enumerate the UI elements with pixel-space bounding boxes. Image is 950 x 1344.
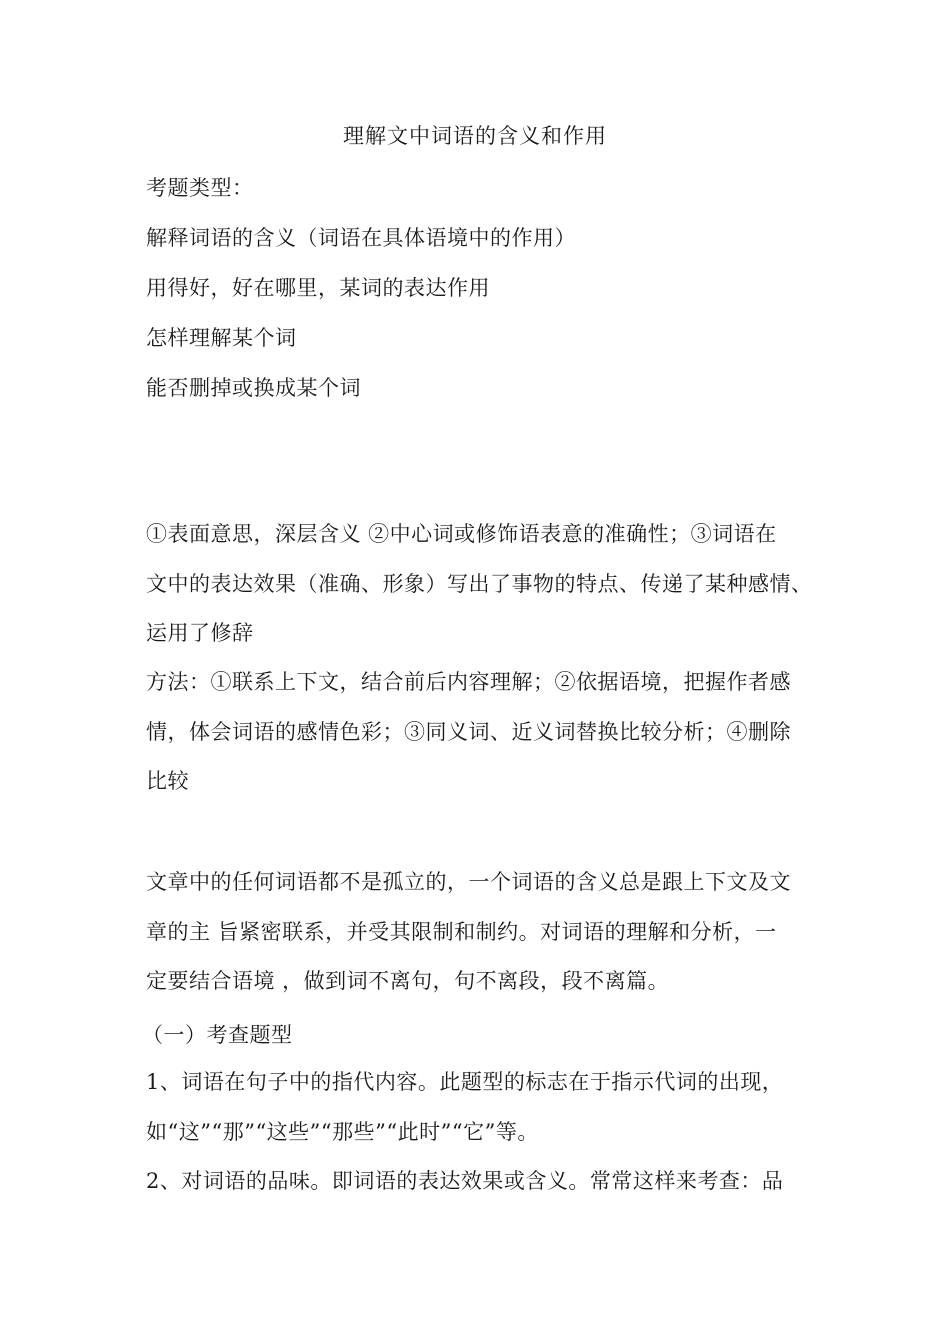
question-type-item: 怎样理解某个词 [146, 326, 297, 350]
paragraph-line: 运用了修辞 [146, 621, 254, 645]
paragraph-line: 1、词语在句子中的指代内容。此题型的标志在于指示代词的出现， [146, 1070, 784, 1094]
paragraph-line: 文中的表达效果（准确、形象）写出了事物的特点、传递了某种感情、 [146, 571, 813, 596]
paragraph-line: 方法：①联系上下文，结合前后内容理解；②依据语境，把握作者感 [146, 670, 791, 694]
document-title: 理解文中词语的含义和作用 [343, 124, 607, 148]
paragraph-line: 章的主 旨紧密联系，并受其限制和制约。对词语的理解和分析，一 [146, 919, 777, 944]
question-types-heading: 考题类型： [146, 176, 254, 200]
paragraph-line: 情，体会词语的感情色彩；③同义词、近义词替换比较分析；④删除 [146, 719, 791, 744]
item-1-paragraph [146, 1058, 808, 1157]
question-type-item: 用得好，好在哪里，某词的表达作用 [146, 276, 490, 300]
intro-paragraph [146, 858, 808, 1007]
question-type-item: 解释词语的含义（词语在具体语境中的作用） [146, 226, 576, 250]
paragraph-line: 定要结合语境 ，做到词不离句，句不离段，段不离篇。 [146, 969, 670, 993]
question-type-item: 能否删掉或换成某个词 [146, 376, 361, 400]
paragraph-line: ①表面意思，深层含义 ②中心词或修饰语表意的准确性；③词语在 [146, 522, 777, 546]
paragraph-line: 文章中的任何词语都不是孤立的，一个词语的含义总是跟上下文及文 [146, 870, 791, 894]
paragraph-line: 如“这”“那”“这些”“那些”“此时”“它”等。 [146, 1119, 539, 1144]
paragraph-line: 2、对词语的品味。即词语的表达效果或含义。常常这样来考查：品 [146, 1169, 784, 1193]
method-paragraph [146, 658, 808, 807]
section-heading: （一）考查题型 [142, 1023, 293, 1047]
paragraph-line: 比较 [146, 769, 189, 793]
item-2-paragraph [146, 1157, 808, 1207]
points-paragraph [146, 510, 813, 659]
